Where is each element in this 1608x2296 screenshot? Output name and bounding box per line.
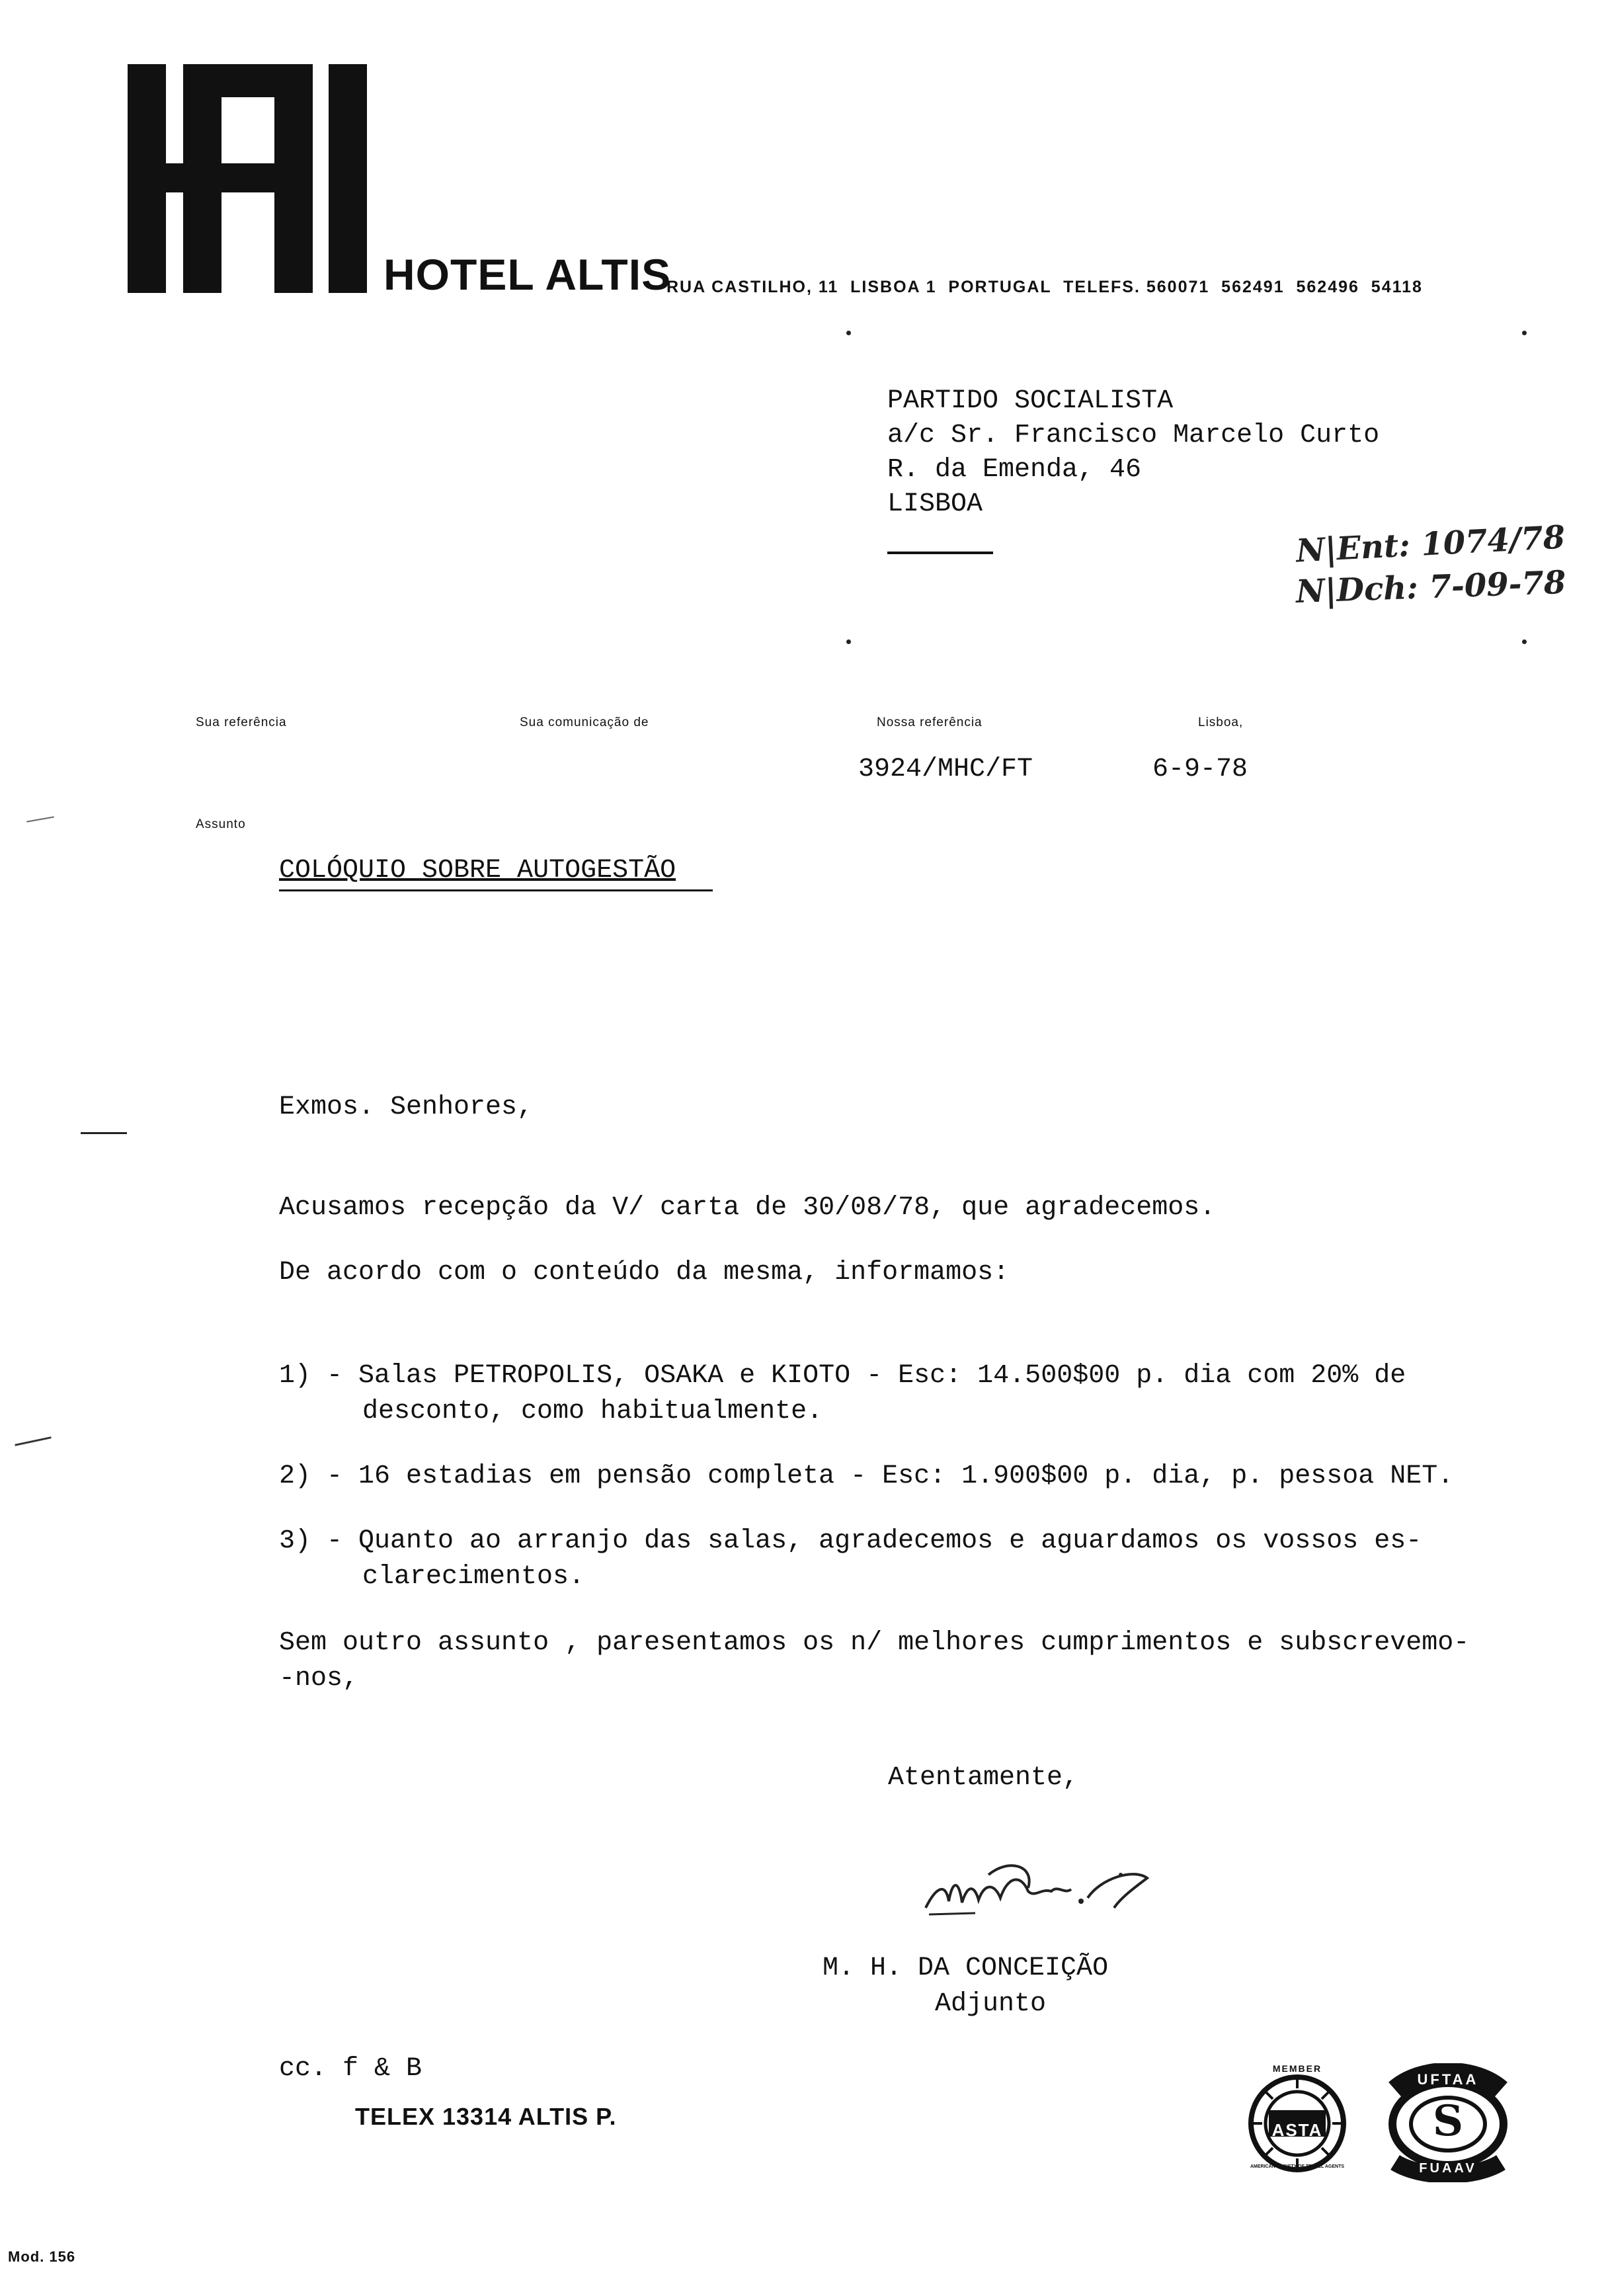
uftaa-top-text: UFTAA [1417, 2071, 1479, 2088]
handwritten-note: N|Dch: 7-09-78 [1295, 563, 1567, 611]
paragraph: -nos, [279, 1664, 359, 1694]
list-item-continuation: clarecimentos. [362, 1562, 585, 1592]
uftaa-center-text: S [1432, 2096, 1464, 2146]
signatory-name: M. H. DA CONCEIÇÃO [823, 1953, 1109, 1983]
valediction: Atentamente, [888, 1763, 1079, 1793]
list-item: 1) - Salas PETROPOLIS, OSAKA e KIOTO - Esc: 14.500$00 p. dia com 20% de [279, 1361, 1406, 1391]
recipient-line: R. da Emenda, 46 [887, 455, 1142, 485]
uftaa-badge [1382, 2063, 1514, 2182]
subject-text: COLÓQUIO SOBRE AUTOGESTÃO [279, 856, 676, 885]
asta-ring-text: AMERICAN SOCIETY OF TRAVEL AGENTS [1250, 2164, 1345, 2169]
signature-graphic [922, 1862, 1160, 1921]
nossa-referencia-value: 3924/MHC/FT [858, 755, 1033, 784]
window-mark [1522, 331, 1527, 335]
margin-mark [81, 1132, 127, 1134]
label-lisboa: Lisboa, [1198, 716, 1244, 729]
subject-label: Assunto [196, 817, 246, 831]
recipient-line: PARTIDO SOCIALISTA [887, 386, 1174, 416]
signatory-title: Adjunto [935, 1989, 1047, 2019]
label-sua-comunicacao: Sua comunicação de [520, 716, 649, 729]
asta-center-text: ASTA [1271, 2120, 1323, 2140]
form-code: Mod. 156 [8, 2248, 76, 2265]
asta-badge [1238, 2063, 1357, 2176]
paragraph: Sem outro assunto , paresentamos os n/ melhores cumprimentos e subscrevemo- [279, 1628, 1470, 1658]
paragraph: De acordo com o conteúdo da mesma, informamos: [279, 1258, 1010, 1288]
window-mark [846, 639, 851, 644]
handwritten-signature [922, 1862, 1160, 1921]
asta-member-text: MEMBER [1272, 2063, 1322, 2074]
handwritten-note: N|Ent: 1074/78 [1295, 518, 1566, 570]
salutation: Exmos. Senhores, [279, 1092, 534, 1122]
date-value: 6-9-78 [1152, 755, 1248, 784]
cc-line: cc. f & B [279, 2054, 422, 2084]
list-item: 2) - 16 estadias em pensão completa - Esc: 1.900$00 p. dia, p. pessoa NET. [279, 1461, 1454, 1491]
subject-underline [279, 889, 713, 891]
list-item-continuation: desconto, como habitualmente. [362, 1397, 823, 1426]
hotel-logo [128, 64, 367, 293]
telex-line: TELEX 13314 ALTIS P. [355, 2103, 617, 2130]
recipient-line: LISBOA [887, 489, 983, 519]
recipient-line: a/c Sr. Francisco Marcelo Curto [887, 421, 1380, 450]
margin-mark [26, 816, 54, 822]
window-mark [846, 331, 851, 335]
uftaa-bottom-text: FUAAV [1419, 2161, 1477, 2176]
window-mark [1522, 639, 1527, 644]
paragraph: Acusamos recepção da V/ carta de 30/08/78, que agradecemos. [279, 1193, 1216, 1223]
recipient-underline [887, 552, 993, 554]
hotel-address: RUA CASTILHO, 11 LISBOA 1 PORTUGAL TELEFS. 560071 562491 562496 54118 [666, 278, 1423, 296]
list-item: 3) - Quanto ao arranjo das salas, agradecemos e aguardamos os vossos es- [279, 1526, 1422, 1556]
hotel-name: HOTEL ALTIS [383, 250, 672, 299]
label-sua-referencia: Sua referência [196, 716, 287, 729]
label-nossa-referencia: Nossa referência [877, 716, 983, 729]
margin-mark [15, 1436, 51, 1446]
